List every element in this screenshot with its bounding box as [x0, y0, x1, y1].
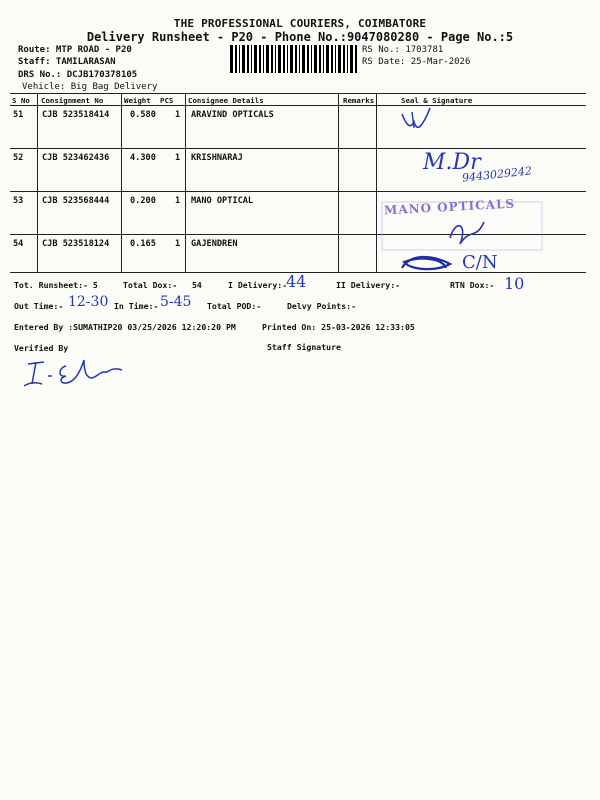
barcode	[230, 45, 358, 73]
signature-scribble	[450, 222, 484, 244]
row-weight: 0.165	[130, 239, 156, 249]
verified-by-label: Verified By	[14, 343, 69, 353]
row2-handwritten-name: M.Dr	[423, 150, 481, 175]
header-seal-signature: Seal & Signature	[401, 96, 473, 105]
row-consignment: CJB 523462436	[42, 153, 110, 163]
out-time-label: Out Time:-	[14, 301, 64, 311]
stamp-text: MANO OPTICALS	[383, 196, 516, 218]
staff-label: Staff: TAMILARASAN	[18, 57, 116, 67]
row-consignment: CJB 523518124	[42, 239, 110, 249]
printed-on: Printed On: 25-03-2026 12:33:05	[262, 322, 415, 332]
signature-scribble	[402, 108, 430, 127]
drs-number: DRS No.: DCJB170378105	[18, 70, 138, 80]
total-dox-label: Total Dox:-	[123, 280, 178, 290]
in-time-label: In Time:-	[114, 301, 159, 311]
rs-number: RS No.: 1703781	[362, 45, 444, 55]
route-label: Route: MTP ROAD - P20	[18, 45, 132, 55]
row-sno: 51	[13, 110, 24, 120]
row-sno: 52	[13, 153, 24, 163]
row-consignment: CJB 523568444	[42, 196, 110, 206]
row-weight: 4.300	[130, 153, 156, 163]
in-time-handwritten: 5-45	[160, 294, 192, 310]
column-divider	[376, 93, 377, 272]
row-pcs: 1	[175, 110, 181, 120]
row-pcs: 1	[175, 196, 181, 206]
row2-handwritten-phone: 9443029242	[461, 164, 533, 185]
delvy-points-label: Delvy Points:-	[287, 301, 357, 311]
vehicle-label: Vehicle: Big Bag Delivery	[22, 82, 158, 92]
signature-scribble	[402, 257, 450, 269]
entered-by: Entered By :SUMATHIP20 03/25/2026 12:20:20 PM	[14, 322, 236, 332]
row-sno: 54	[13, 239, 24, 249]
column-divider	[185, 93, 186, 272]
i-delivery-handwritten: 44	[286, 272, 307, 291]
verified-signature	[22, 352, 132, 392]
document-title: THE PROFESSIONAL COURIERS, COIMBATORE	[173, 17, 427, 30]
header-weight: Weight	[124, 96, 151, 105]
row-consignee: MANO OPTICAL	[191, 196, 254, 206]
column-divider	[121, 93, 122, 272]
total-pod-label: Total POD:-	[207, 301, 262, 311]
tot-runsheet: Tot. Runsheet:- 5	[14, 280, 98, 290]
header-pcs: PCS	[160, 96, 174, 105]
i-delivery-label: I Delivery:-	[228, 280, 288, 290]
column-divider	[338, 93, 339, 272]
row-consignee: GAJENDREN	[191, 239, 238, 249]
document-subtitle: Delivery Runsheet - P20 - Phone No.:9047080280 - Page No.:5	[86, 30, 514, 44]
out-time-handwritten: 12-30	[68, 294, 109, 310]
total-dox-value: 54	[192, 280, 202, 290]
rtn-dox-handwritten: 10	[504, 274, 525, 293]
row-consignment: CJB 523518414	[42, 110, 110, 120]
header-sno: S No	[12, 96, 30, 105]
row-weight: 0.580	[130, 110, 156, 120]
row-pcs: 1	[175, 153, 181, 163]
header-consignment: Consignment No	[41, 96, 104, 105]
row4-handwritten-mark: C/N	[462, 252, 498, 273]
seal-signature-marks	[380, 98, 580, 272]
ii-delivery-label: II Delivery:-	[336, 280, 401, 290]
rtn-dox-label: RTN Dox:-	[450, 280, 495, 290]
row-consignee: ARAVIND OPTICALS	[191, 110, 274, 120]
table-top-rule	[10, 93, 586, 94]
row-sno: 53	[13, 196, 24, 206]
row-consignee: KRISHNARAJ	[191, 153, 243, 163]
staff-signature-label: Staff Signature	[267, 342, 341, 352]
header-consignee: Consignee Details	[188, 96, 264, 105]
rs-date: RS Date: 25-Mar-2026	[362, 57, 471, 67]
header-remarks: Remarks	[343, 96, 375, 105]
column-divider	[37, 93, 38, 272]
row-weight: 0.200	[130, 196, 156, 206]
row-pcs: 1	[175, 239, 181, 249]
